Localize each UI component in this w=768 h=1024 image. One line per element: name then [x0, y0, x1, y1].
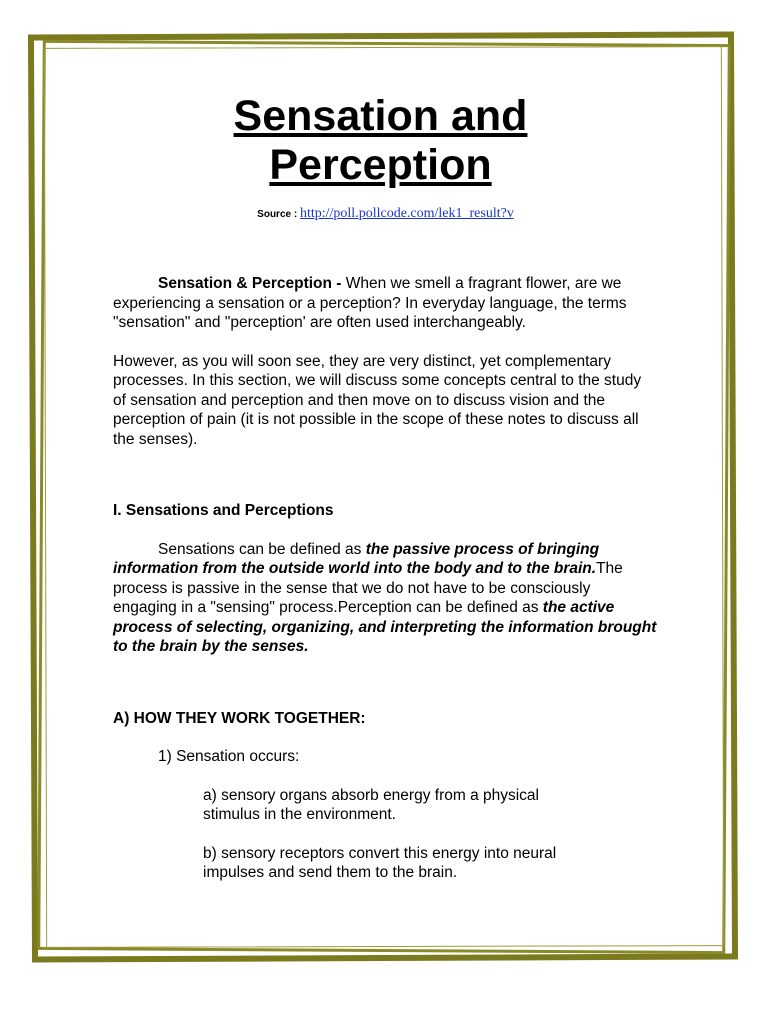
- paragraph-intro: [113, 274, 658, 333]
- step-1-sub-a: a) sensory organs absorb energy from a physical stimulus in the environment.: [203, 786, 539, 823]
- paragraph-definitions: [113, 540, 658, 657]
- source-line: [113, 206, 658, 222]
- def-text-a: Sensations can be defined as: [158, 540, 366, 558]
- step-1: 1) Sensation occurs:: [158, 748, 300, 765]
- section-heading-sensations: I. Sensations and Perceptions: [113, 502, 334, 519]
- paragraph-distinct: However, as you will soon see, they are very distinct, yet complementary processes. In this section, we will discuss some concepts central to the study of sensation and perception and then move on to discuss vision and the perception of pain (it is not possible in the scope of these notes to discuss all the senses).: [113, 352, 642, 448]
- title-line-1: Sensation and: [233, 92, 528, 140]
- def-sensation: the passive process of bringing information from the outside world into the body and to the brain.: [113, 540, 600, 577]
- def-perception: the active process of selecting, organizing, and interpreting the information brought to the brain by the senses.: [113, 599, 657, 655]
- source-link[interactable]: http://poll.pollcode.com/lek1_result?v: [299, 206, 514, 221]
- section-heading-together: A) HOW THEY WORK TOGETHER:: [113, 709, 366, 727]
- step-1-sub-b: b) sensory receptors convert this energy into neural impulses and send them to the brain.: [203, 844, 557, 881]
- intro-lead: Sensation & Perception -: [158, 275, 342, 292]
- def-text-c: The process is passive in the sense that we do not have to be consciously engaging in a "sensing" process.Perception can be defined as: [113, 560, 623, 616]
- title-line-2: Perception: [269, 141, 492, 189]
- document-title: [103, 92, 658, 190]
- source-label: Source :: [257, 209, 298, 220]
- intro-text: When we smell a fragrant flower, are we experiencing a sensation or a perception? In everyday language, the terms "sensation" and "perception' are often used interchangeably.: [113, 275, 627, 331]
- document-body: [113, 92, 658, 883]
